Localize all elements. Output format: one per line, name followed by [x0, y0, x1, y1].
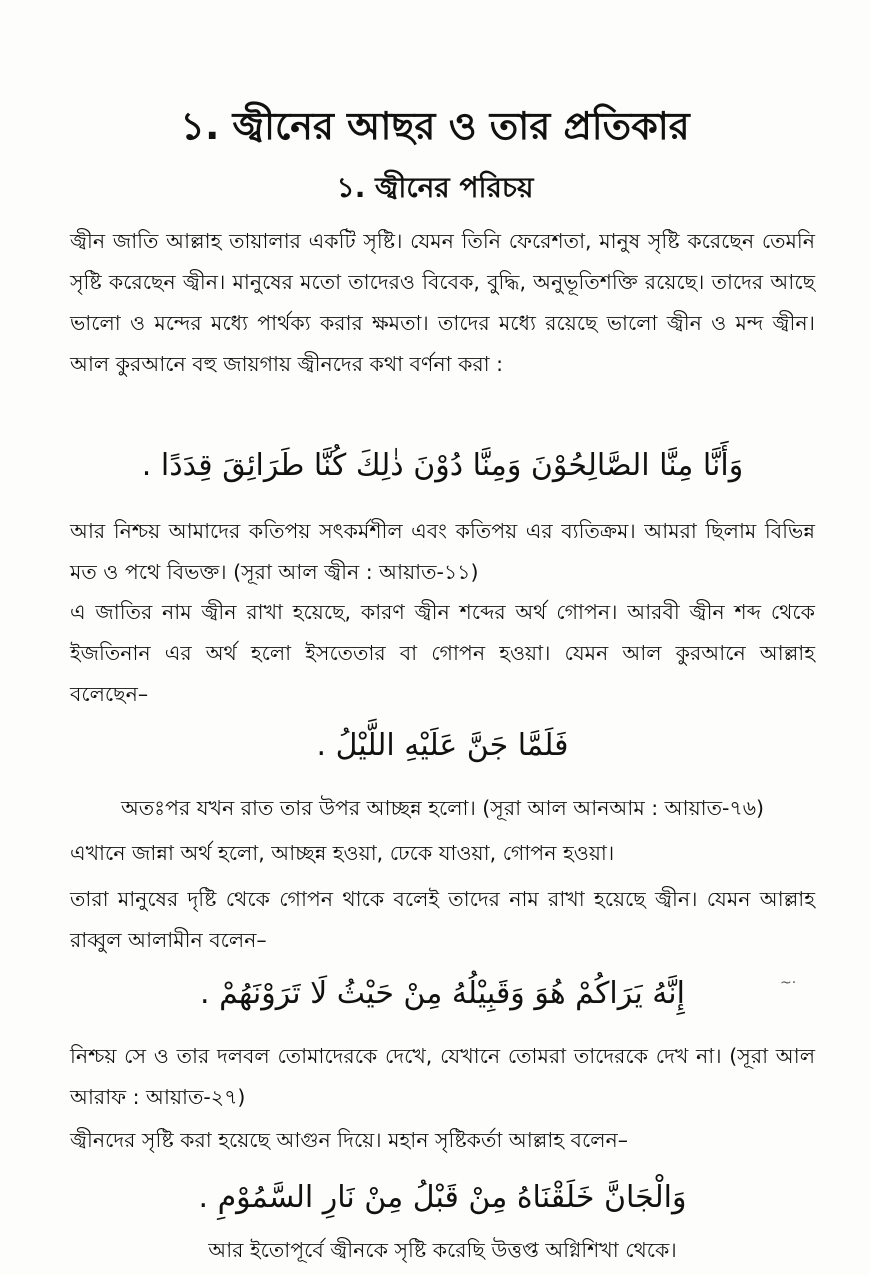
paragraph-meaning-of-jinn: এ জাতির নাম জ্বীন রাখা হয়েছে, কারণ জ্বীন শব্দের অর্থ গোপন। আরবী জ্বীন শব্দ থেকে ইজতিনান এর অর্থ হলো ইসতেতার বা গোপন হওয়া। যেমন আল কুরআনে আল্লাহ বলেছেন–: [70, 600, 815, 706]
paragraph-janna-meaning: এখানে জান্না অর্থ হলো, আচ্ছন্ন হওয়া, ঢেকে যাওয়া, গোপন হওয়া।: [70, 841, 615, 865]
arabic-verse-anam-76: فَلَمَّا جَنَّ عَلَيْهِ اللَّيْلُ .: [316, 728, 569, 763]
section-title: ১. জ্বীনের পরিচয়: [336, 171, 534, 204]
arabic-verse-hijr-27: وَالْجَانَّ خَلَقْنَاهُ مِنْ قَبْلُ مِنْ نَارِ السَّمُوْمِ .: [198, 1180, 687, 1215]
scan-speck: ~·: [780, 975, 797, 991]
paragraph-translation-araf-27: নিশ্চয় সে ও তার দলবল তোমাদেরকে দেখে, যেখানে তোমরা তাদেরকে দেখ না। (সূরা আল আরাফ : আয়াত-২৭): [70, 1044, 815, 1109]
paragraph-translation-anam-76: অতঃপর যখন রাত তার উপর আচ্ছন্ন হলো। (সূরা আল আনআম : আয়াত-৭৬): [120, 796, 765, 820]
paragraph-created-from-fire: জ্বীনদের সৃষ্টি করা হয়েছে আগুন দিয়ে। মহান সৃষ্টিকর্তা আল্লাহ বলেন–: [70, 1128, 628, 1152]
paragraph-translation-jinn-11: আর নিশ্চয় আমাদের কতিপয় সৎকর্মশীল এবং কতিপয় এর ব্যতিক্রম। আমরা ছিলাম বিভিন্ন মত ও পথে বিভক্ত। (সূরা আল জ্বীন : আয়াত-১১): [70, 519, 815, 584]
arabic-verse-jinn-11: وَأَنَّا مِنَّا الصَّالِحُوْنَ وَمِنَّا دُوْنَ ذٰلِكَ كُنَّا طَرَائِقَ قِدَدًا .: [141, 448, 744, 483]
paragraph-hidden-from-sight: তারা মানুষের দৃষ্টি থেকে গোপন থাকে বলেই তাদের নাম রাখা হয়েছে জ্বীন। যেমন আল্লাহ রাব্বুল আলামীন বলেন–: [70, 887, 815, 952]
chapter-title: ১. জ্বীনের আছর ও তার প্রতিকার: [180, 104, 690, 148]
arabic-verse-araf-27: إِنَّهُ يَرَاكُمْ هُوَ وَقَبِيْلُهُ مِنْ حَيْثُ لَا تَرَوْنَهُمْ .: [200, 976, 685, 1011]
paragraph-intro: জ্বীন জাতি আল্লাহ তায়ালার একটি সৃষ্টি। যেমন তিনি ফেরেশতা, মানুষ সৃষ্টি করেছেন তেমনি সৃষ্টি করেছেন জ্বীন। মানুষের মতো তাদেরও বিবেক, বুদ্ধি, অনুভূতিশক্তি রয়েছে। তাদের আছে ভালো ও মন্দের মধ্যে পার্থক্য করার ক্ষমতা। তাদের মধ্যে রয়েছে ভালো জ্বীন ও মন্দ জ্বীন। আল কুরআনে বহু জায়গায় জ্বীনদের কথা বর্ণনা করা :: [70, 229, 815, 376]
paragraph-translation-hijr-27: আর ইতোপূর্বে জ্বীনকে সৃষ্টি করেছি উত্তপ্ত অগ্নিশিখা থেকে।: [208, 1238, 677, 1262]
